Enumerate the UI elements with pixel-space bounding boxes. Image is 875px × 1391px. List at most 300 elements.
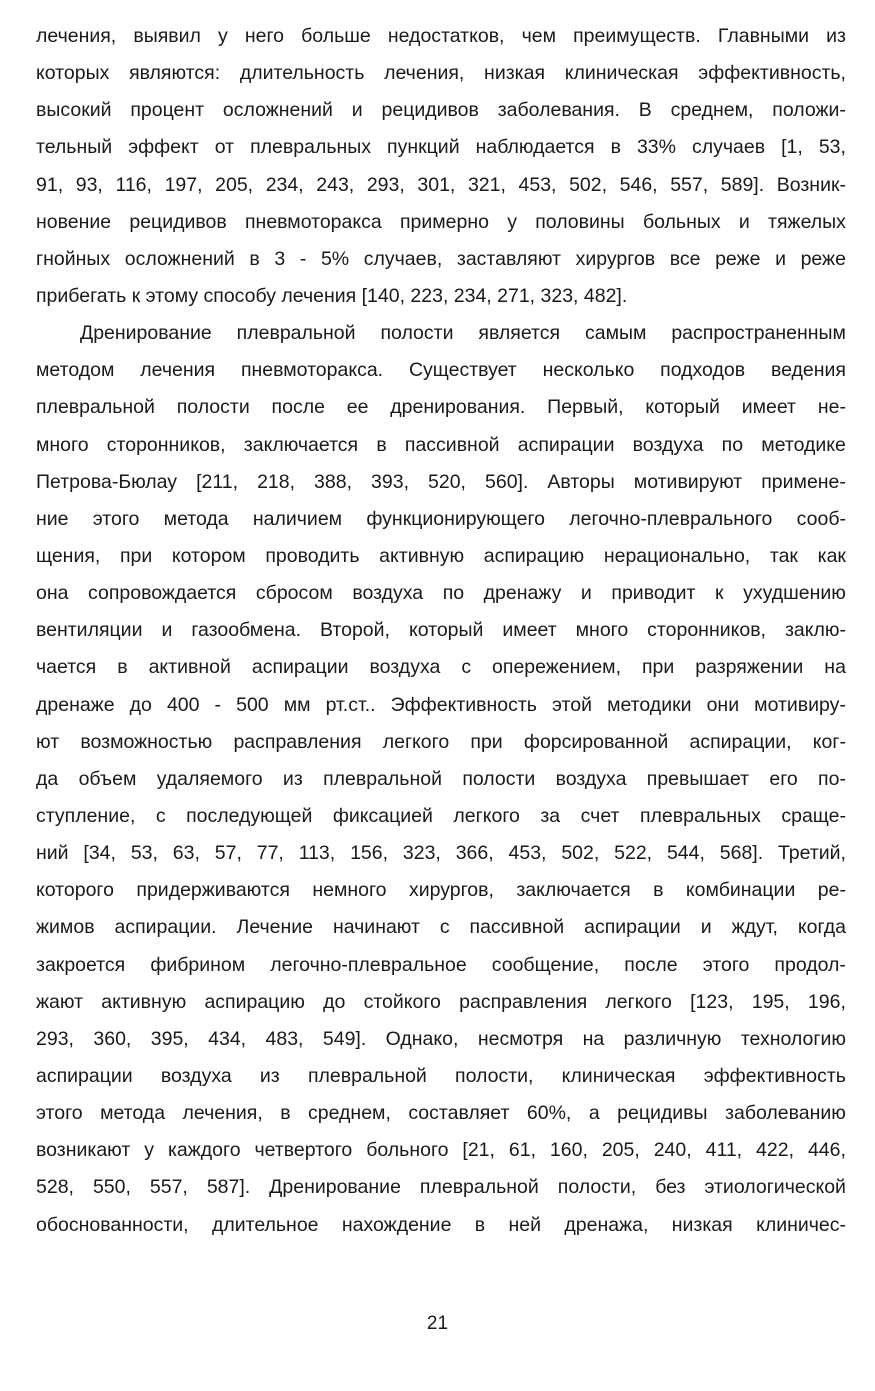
text-line [36,687,846,724]
word: и [775,247,786,270]
word: примене- [761,470,846,493]
word: плевральной [36,396,155,419]
word: вентиляции [36,619,143,642]
word: 388, [314,470,352,493]
word: воздуха [555,767,627,790]
word: плевральной [236,322,356,345]
word: фиксацией [332,804,433,827]
text-line [36,167,846,204]
word: 77, [256,842,284,865]
text-line [36,909,846,946]
word: аспирации [517,433,615,456]
word: начинают [332,916,420,939]
word: при [470,730,503,753]
word: они [706,693,740,716]
text-line [36,241,846,278]
text-line [36,204,846,241]
word: газообмена. [191,619,302,642]
word: 366, [455,842,494,865]
word: ре- [817,879,846,902]
word: по- [818,767,846,790]
word: наличием [252,507,343,530]
word: сторонников, [647,619,766,642]
text-line [36,761,846,798]
word: 589]. [720,173,765,196]
word: аспирации. [114,916,217,939]
word: дренаже [36,693,115,716]
word: к [715,582,724,605]
word: 544, [666,842,705,865]
word: нерационально, [603,544,751,567]
word: эффективность, [698,62,846,85]
word: распространенным [671,322,846,345]
word: является [478,322,561,345]
text-line [36,835,846,872]
word: Дренирование [269,1176,401,1199]
word: плевральной [419,1176,539,1199]
word: плевральных [639,804,761,827]
word: заклю- [784,619,846,642]
text-line [36,947,846,984]
word: 160, [549,1139,588,1162]
word: примерно [399,210,489,233]
word: ней [508,1213,542,1236]
word: 323, [402,842,441,865]
word: имеет [741,396,796,419]
text-line [36,612,846,649]
word: мм [283,693,311,716]
word: полости, [557,1176,637,1199]
word: реже [800,247,846,270]
word: заболевания. [497,99,620,122]
word: ее [346,396,369,419]
text-line [36,389,846,426]
word: все [669,247,701,270]
text-line [36,798,846,835]
word: клиничес- [756,1213,846,1236]
word: Первый, [547,396,624,419]
word: в [280,1102,291,1125]
word: клиническая [564,62,679,85]
text-line [36,575,846,612]
word: [1, [781,136,803,159]
text-line [36,1058,846,1095]
word: среднем, [670,99,754,122]
word: который [645,396,720,419]
word: 218, [257,470,296,493]
word: 395, [150,1027,189,1050]
word: сраще- [781,804,846,827]
word: проводить [265,544,360,567]
word: пассивной [469,916,565,939]
word: легочно-плевральное [270,953,467,976]
word: тяжелых [768,210,846,233]
word: лечения, [384,62,465,85]
word: - [299,247,307,270]
word: преимуществ. [573,25,701,47]
word: как [817,544,846,567]
word: полости [462,767,536,790]
word: сбросом [255,582,333,605]
word: 446, [807,1139,846,1162]
word: рецидивы [617,1102,708,1125]
word: 568]. [719,842,764,865]
word: выявил [133,25,201,47]
word: последующей [186,804,313,827]
word: несмотря [477,1027,564,1050]
word: положи- [772,99,846,122]
word: превышает [646,767,750,790]
word: 453, [508,842,547,865]
word: объем [78,767,137,790]
word: активную [101,990,187,1013]
word: в [117,656,128,679]
word: половины [535,210,625,233]
word: ний [36,842,69,865]
word: жимов [36,916,95,939]
word: и [351,99,363,122]
word: придерживаются [136,879,290,902]
word: реже [715,247,761,270]
word: 53, [130,842,158,865]
word: аспирацию [483,544,585,567]
word: гнойных [36,247,111,270]
text-line [36,427,846,464]
word: различную [623,1027,722,1050]
word: когда [797,916,846,939]
word: 560]. [485,470,529,493]
word: низкая [671,1213,733,1236]
word: заключается [516,879,631,902]
word: аспирации [36,1064,133,1087]
word: среднем, [308,1102,391,1125]
word: закроется [36,953,126,976]
word: заболеванию [725,1102,846,1125]
word: 483, [265,1027,304,1050]
word: новение [36,210,112,233]
word: этого [702,953,750,976]
word: ступление, [36,804,136,827]
word: воздуха [352,582,424,605]
word: немного [312,879,387,902]
text-line [36,1021,846,1058]
word: аспирацию [204,990,305,1013]
page-number: 21 [426,1313,449,1334]
word: мотивиру- [754,693,846,716]
word: плевральных [250,136,372,159]
word: от [214,136,235,159]
word: разряжении [695,656,804,679]
word: после [271,396,325,419]
word: 293, [366,173,405,196]
word: легкого [453,804,520,827]
word: чается [36,656,97,679]
word: рецидивов [129,210,227,233]
word: 549]. [322,1027,367,1050]
word: на [582,1027,605,1050]
text-line [36,92,846,129]
word: да [36,767,59,790]
word: ког- [812,730,846,753]
text-line [36,1095,846,1132]
word: ждут, [731,916,778,939]
word: - [214,693,222,716]
text-line [36,501,846,538]
text-line [36,649,846,686]
word: эффективность [703,1064,846,1087]
word: которого [36,879,114,902]
word: 502, [569,173,608,196]
word: [211, [196,470,239,493]
word: так [769,544,798,567]
word: самым [584,322,647,345]
word: осложнений [124,247,235,270]
word: технологию [740,1027,846,1050]
word: 434, [208,1027,247,1050]
word: опережением, [492,656,621,679]
word: тельный [36,136,113,159]
word: его [769,767,798,790]
text-line [36,18,846,55]
word: процент [130,99,205,122]
text-line [36,129,846,166]
word: легочно-плеврального [569,507,773,530]
word: полости [176,396,250,419]
word: 243, [316,173,355,196]
word: комбинации [685,879,796,902]
text-line [36,1207,846,1244]
word: функционирующего [366,507,546,530]
word: 546, [619,173,658,196]
word: Однако, [385,1027,459,1050]
word: после [624,953,678,976]
word: счет [580,804,620,827]
word: полости [380,322,454,345]
word: при [119,544,153,567]
word: метода [100,1102,166,1125]
word: 60%, [526,1102,572,1125]
body-text [36,18,846,1244]
word: из [282,767,303,790]
word: случаев [692,136,766,159]
word: В [638,99,652,122]
word: рт.ст.. [325,693,376,716]
word: 293, [36,1027,74,1050]
word: 411, [705,1139,743,1162]
word: пневмоторакса [244,210,382,233]
word: активную [379,544,465,567]
word: 587]. [206,1176,251,1199]
word: Второй, [320,619,390,642]
word: в [610,136,621,159]
word: сопровождается [88,582,237,605]
word: Петрова-Бюлау [36,470,178,493]
word: 195, [751,990,790,1013]
word: с [155,804,166,827]
word: с [461,656,472,679]
word: ют [36,730,60,753]
word: 550, [92,1176,131,1199]
word: которых [36,62,110,85]
word: 301, [417,173,456,196]
word: ухудшению [743,582,846,605]
word: пневмоторакса. [240,359,384,382]
word: из [259,1064,280,1087]
word: у [218,25,228,47]
word: нахождение [341,1213,452,1236]
word: 33% [636,136,676,159]
word: [21, [462,1139,495,1162]
word: воздуха [369,656,441,679]
word: метода [163,507,229,530]
word: возможностью [80,730,213,753]
word: [123, [690,990,734,1013]
word: легкого [605,990,672,1013]
word: и [700,916,712,939]
word: котором [171,544,246,567]
word: полости, [455,1064,534,1087]
word: до [129,693,152,716]
word: и [161,619,173,642]
word: при [641,656,675,679]
word: этой [552,693,593,716]
word: методом [36,359,115,382]
word: расправления [233,730,362,753]
word: осложнений [222,99,333,122]
text-line [36,1132,846,1169]
word: 205, [215,173,254,196]
word: за [540,804,561,827]
word: Главными [717,25,810,47]
word: приводит [611,582,696,605]
word: и [580,582,592,605]
word: имеет [502,619,557,642]
word: плевральной [307,1064,427,1087]
word: дренажа, [564,1213,649,1236]
word: а [588,1102,600,1125]
word: длительное [211,1213,319,1236]
text-line [36,538,846,575]
word: удаляемого [156,767,263,790]
word: 453, [518,173,557,196]
word: эффект [128,136,199,159]
text-line [36,352,846,389]
text-line [36,724,846,761]
word: аспирации [584,916,681,939]
word: с [439,916,450,939]
word: стойкого [363,990,441,1013]
word: больше [301,25,371,47]
word: 520, [428,470,466,493]
word: заключается [243,433,359,456]
text-line [36,55,846,92]
word: Эффективность [390,693,537,716]
text-line: прибегать к этому способу лечения [140, 223, 234, 271, 323, 482]. [36,284,628,307]
word: много [575,619,629,642]
word: до [323,990,346,1013]
text-line [36,984,846,1021]
word: в [249,247,260,270]
word: дренирования. [390,396,526,419]
word: Дренирование [80,322,212,345]
word: продол- [774,953,846,976]
word: не- [817,396,846,419]
word: 528, [36,1176,74,1199]
word: больных [642,210,721,233]
word: 156, [350,842,389,865]
word: у [507,210,517,233]
word: каждого [167,1139,241,1162]
word: наблюдается [475,136,595,159]
word: высокий [36,99,112,122]
word: форсированной [523,730,669,753]
word: четвертого [254,1139,353,1162]
word: ведения [770,359,846,382]
word: 57, [214,842,242,865]
word: 5% [320,247,350,270]
word: плевральной [323,767,442,790]
text-line [36,315,846,352]
text-line [36,464,846,501]
word: 240, [653,1139,692,1162]
word: 422, [756,1139,794,1162]
word: который [408,619,484,642]
word: 360, [93,1027,132,1050]
word: 63, [172,842,200,865]
text-line [36,1169,846,1206]
word: в [474,1213,486,1236]
word: 116, [115,173,152,196]
word: чем [521,25,556,47]
word: из [826,25,846,47]
word: в [376,433,387,456]
word: Существует [408,359,517,382]
word: расправления [459,990,588,1013]
word: клиническая [561,1064,676,1087]
word: 196, [807,990,846,1013]
word: этого [92,507,140,530]
word: этиологической [704,1176,846,1199]
word: 393, [371,470,409,493]
word: ние [36,507,69,530]
word: 400 [166,693,200,716]
word: по [442,582,465,605]
word: пункций [387,136,460,159]
word: 197, [164,173,203,196]
word: 557, [670,173,709,196]
word: фибрином [150,953,246,976]
word: без [655,1176,686,1199]
word: сооб- [796,507,846,530]
text-line [36,872,846,909]
word: аспирации, [689,730,792,753]
word: по [721,433,744,456]
word: методике [761,433,846,456]
word: на [824,656,846,679]
word: она [36,582,69,605]
word: 500 [236,693,269,716]
word: недостатков, [387,25,505,47]
word: дренажу [483,582,562,605]
word: много [36,433,89,456]
word: аспирации [251,656,349,679]
word: 53, [818,136,846,159]
word: составляет [408,1102,510,1125]
word: хирургов, [408,879,494,902]
word: [34, [83,842,116,865]
word: 61, [508,1139,536,1162]
word: являются: [129,62,221,85]
